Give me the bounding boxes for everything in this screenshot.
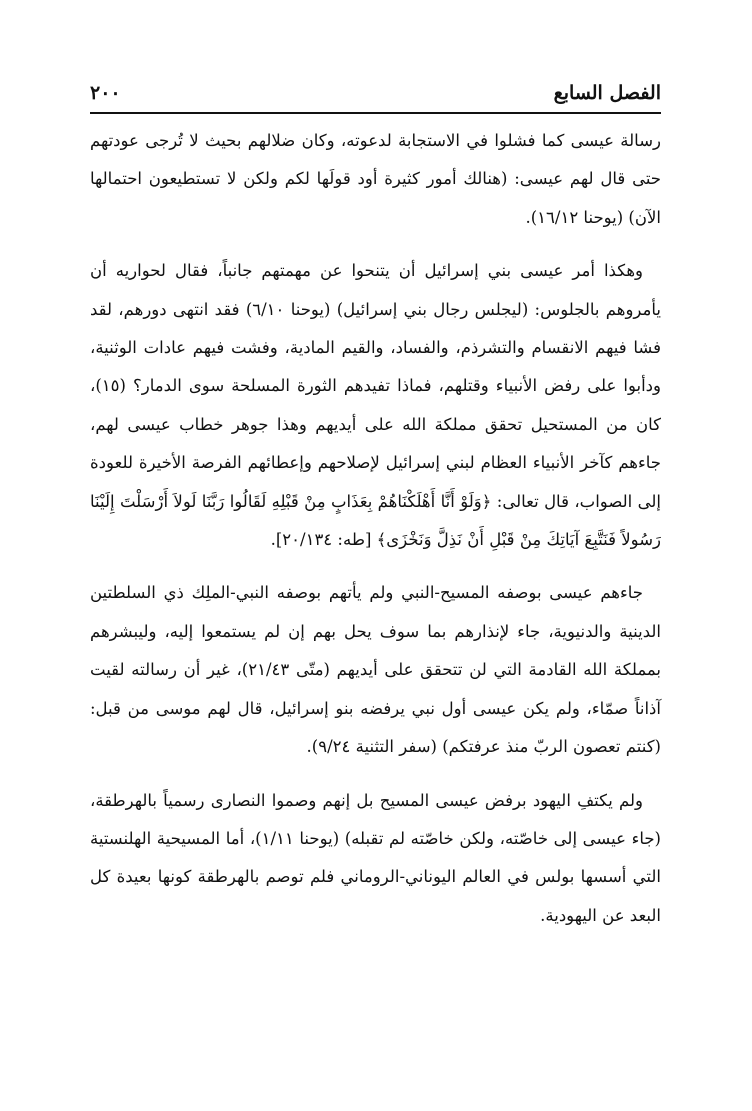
- page-header: [90, 78, 661, 114]
- paragraph: ولم يكتفِ اليهود برفض عيسى المسيح بل إنهم وصموا النصارى رسمياً بالهرطقة، (جاء عيسى إلى خاصّته، ولكن خاصّته لم تقبله) (يوحنا ١/١١)، أما المسيحية الهلنستية التي أسسها بولس في العالم اليوناني-الروماني فلم توصم بالهرطقة كونها بعيدة كل البعد عن اليهودية.: [90, 790, 661, 925]
- paragraph: جاءهم عيسى بوصفه المسيح-النبي ولم يأتهم بوصفه النبي-الملِك ذي السلطتين الدينية والدنيوية، جاء لإنذارهم بما سوف يحل بهم إن لم يستمعوا إليه، وليبشرهم بمملكة الله القادمة التي لن تتحقق على أيديهم (متّى ٢١/٤٣)، غير أن رسالته لقيت آذاناً صمّاء، ولم يكن عيسى أول نبي يرفضه بنو إسرائيل، قال لهم موسى من قبل: (كنتم تعصون الربّ منذ عرفتكم) (سفر التثنية ٩/٢٤).: [90, 583, 661, 757]
- paragraph: رسالة عيسى كما فشلوا في الاستجابة لدعوته، وكان ضلالهم بحيث لا تُرجى عودتهم حتى قال لهم عيسى: (هنالك أمور كثيرة أود قولَها لكم ولكن لا تستطيعون احتمالها الآن) (يوحنا ١٦/١٢).: [90, 131, 661, 227]
- paragraph: وهكذا أمر عيسى بني إسرائيل أن يتنحوا عن مهمتهم جانباً، فقال لحواريه أن يأمروهم بالجلوس: (ليجلس رجال بني إسرائيل) (يوحنا ٦/١٠) فقد انتهى دورهم، لقد فشا فيهم الانقسام والتشرذم، والفساد، والقيم المادية، وفشت فيهم عادات الوثنية، ودأبوا على رفض الأنبياء وقتلهم، فماذا تفيدهم الثورة المسلحة سوى الدمار؟ (١٥)، كان من المستحيل تحقق مملكة الله على أيديهم وهذا جوهر خطاب عيسى لهم، جاءهم كآخر الأنبياء العظام لبني إسرائيل لإصلاحهم وإعطائهم الفرصة الأخيرة للعودة إلى الصواب، قال تعالى: ﴿وَلَوْ أَنَّا أَهْلَكْنَاهُمْ بِعَذَابٍ مِنْ قَبْلِهِ لَقَالُوا رَبَّنَا لَولاَ أَرْسَلْتَ إِلَيْنَا رَسُولاً فَنَتَّبِعَ آيَاتِكَ مِنْ قَبْلِ أَنْ نَذِلَّ وَنَخْزَى﴾ [طه: ٢٠/١٣٤].: [90, 261, 661, 550]
- book-page: [90, 78, 661, 950]
- chapter-title: الفصل السابع: [553, 82, 661, 104]
- page-number: ٢٠٠: [90, 82, 121, 104]
- body-text: [90, 122, 661, 935]
